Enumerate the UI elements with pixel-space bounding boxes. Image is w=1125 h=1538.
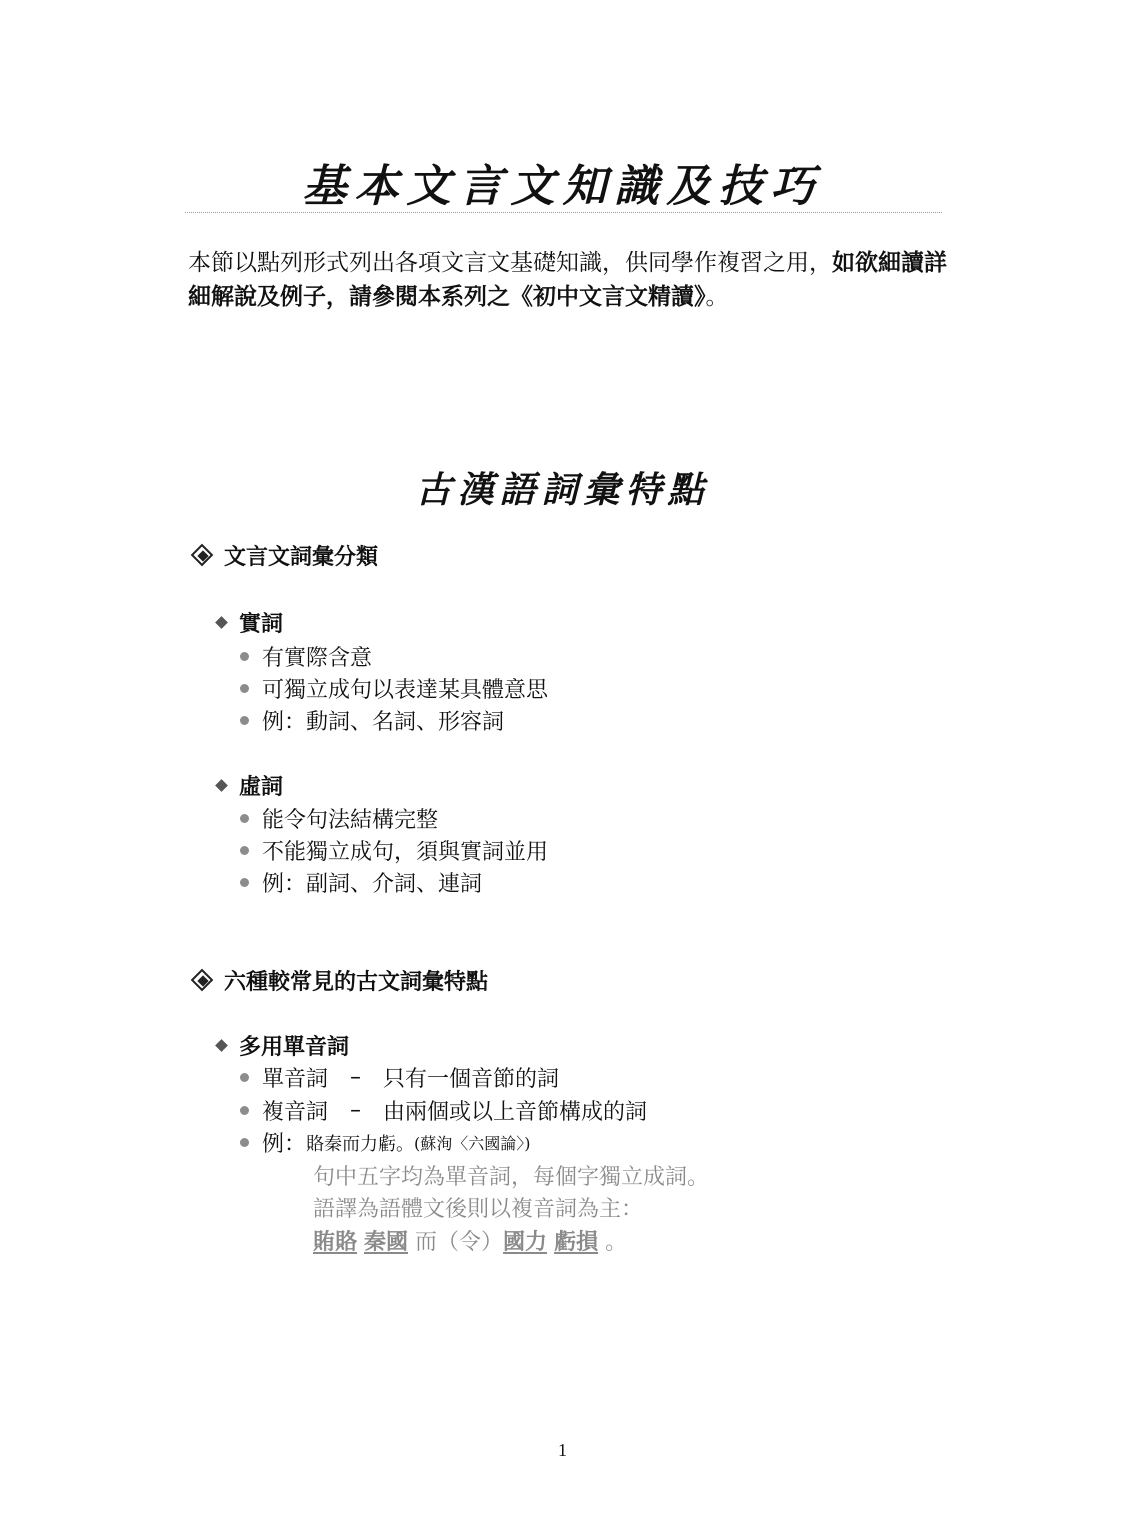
list-item	[240, 867, 482, 898]
dot-bullet-icon	[240, 846, 249, 855]
list-item-text: 能令句法結構完整	[262, 808, 439, 833]
subheading-text: 虛詞	[239, 775, 284, 800]
example-quote: 賂秦而力虧。	[306, 1133, 415, 1155]
example-prefix: 例：	[262, 1132, 307, 1157]
translation-end: 。	[605, 1230, 628, 1255]
explanation-translation	[313, 1225, 627, 1256]
list-item	[240, 673, 548, 704]
list-item-text: 例：動詞、名詞、形容詞	[262, 710, 505, 735]
diamond-bullet-icon	[215, 1039, 228, 1052]
heading-six-features	[190, 965, 488, 996]
heading-vocabulary-classification	[190, 540, 378, 571]
section-title: 古漢語詞彙特點	[415, 469, 710, 511]
title-divider	[185, 212, 942, 213]
dot-bullet-icon	[240, 1073, 249, 1082]
definition-text: 只有一個音節的詞	[383, 1067, 560, 1092]
intro-paragraph	[188, 246, 948, 314]
page-title: 基本文言文知識及技巧	[302, 161, 823, 212]
translation-connector: 而（令）	[415, 1230, 504, 1255]
subheading-content-words	[214, 607, 283, 638]
heading-text: 文言文詞彙分類	[224, 545, 379, 570]
dot-bullet-icon	[240, 684, 249, 693]
list-item-text: 例：副詞、介詞、連詞	[262, 872, 483, 897]
dot-bullet-icon	[240, 878, 249, 887]
subheading-text: 實詞	[239, 612, 284, 637]
diamond-outline-icon	[190, 543, 216, 569]
dash: –	[350, 1065, 362, 1090]
list-item	[240, 641, 372, 672]
underlined-word: 秦國	[364, 1230, 409, 1255]
list-item	[240, 1062, 559, 1093]
dot-bullet-icon	[240, 1138, 249, 1147]
list-item	[240, 705, 504, 736]
underlined-word: 虧損	[554, 1230, 599, 1255]
underlined-word: 賄賂	[313, 1230, 358, 1255]
example-item	[240, 1127, 531, 1158]
example-citation: (蘇洵〈六國論〉)	[414, 1134, 531, 1153]
list-item	[240, 835, 548, 866]
explanation-line: 語譯為語體文後則以複音詞為主：	[313, 1197, 644, 1222]
list-item	[240, 803, 438, 834]
dot-bullet-icon	[240, 652, 249, 661]
dash: –	[350, 1098, 362, 1123]
list-item-text: 可獨立成句以表達某具體意思	[262, 678, 549, 703]
list-item-text: 不能獨立成句，須與實詞並用	[262, 840, 549, 865]
subheading-monosyllabic	[214, 1030, 349, 1061]
intro-bold-text: 如欲細讀詳細解說及例子，請參閱本系列之《初中文言文精讀》	[188, 250, 947, 310]
intro-end: 。	[705, 284, 729, 310]
diamond-bullet-icon	[215, 616, 228, 629]
explanation-line: 句中五字均為單音詞，每個字獨立成詞。	[313, 1165, 710, 1190]
intro-text: 本節以點列形式列出各項文言文基礎知識，供同學作複習之用，	[188, 250, 832, 276]
dot-bullet-icon	[240, 1106, 249, 1115]
term-text: 複音詞	[262, 1100, 329, 1125]
subheading-function-words	[214, 770, 283, 801]
subheading-text: 多用單音詞	[239, 1035, 350, 1060]
diamond-bullet-icon	[215, 779, 228, 792]
list-item	[240, 1095, 647, 1126]
dot-bullet-icon	[240, 716, 249, 725]
list-item-text: 有實際含意	[262, 646, 373, 671]
term-text: 單音詞	[262, 1067, 329, 1092]
definition-text: 由兩個或以上音節構成的詞	[383, 1100, 648, 1125]
heading-text: 六種較常見的古文詞彙特點	[224, 970, 489, 995]
dot-bullet-icon	[240, 814, 249, 823]
underlined-word: 國力	[503, 1230, 548, 1255]
diamond-outline-icon	[190, 968, 216, 994]
page-number: 1	[558, 1440, 567, 1460]
